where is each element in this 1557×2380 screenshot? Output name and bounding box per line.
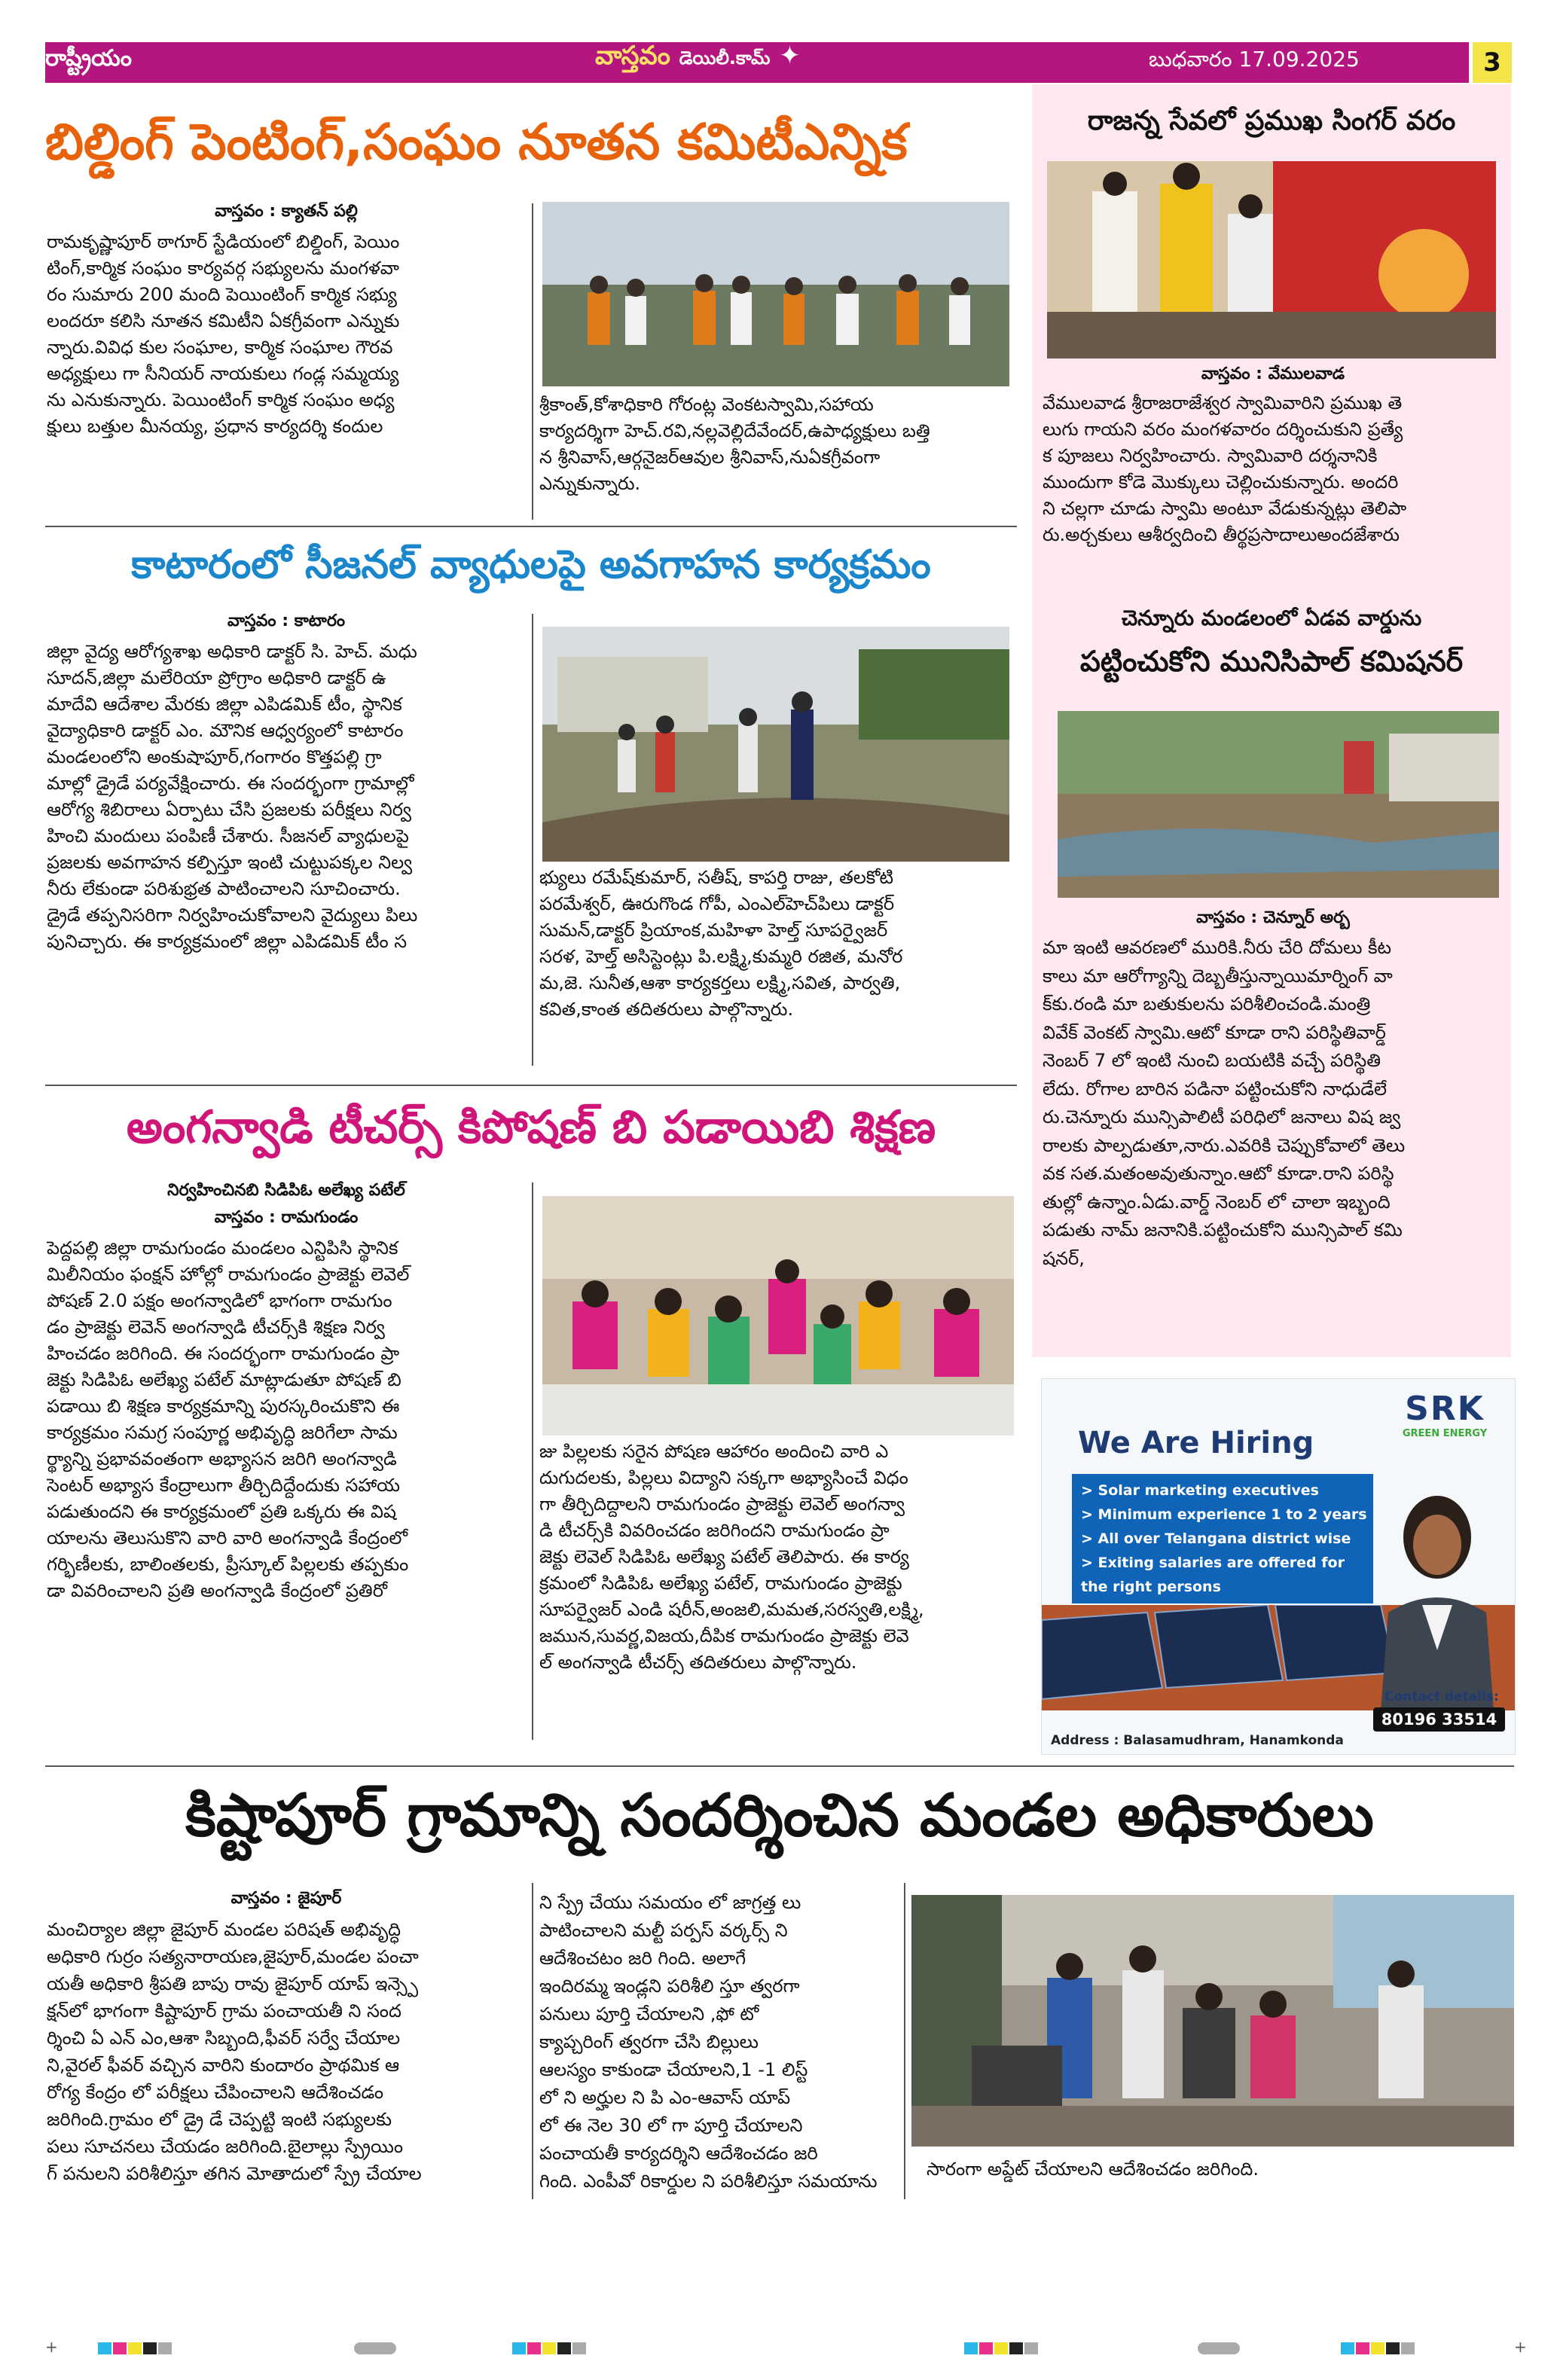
- story3-body-left: [47, 1235, 529, 1612]
- text-line: డా వివరించాలని ప్రతి అంగన్వాడి కేంద్రంలో ప్రతిరో: [47, 1580, 387, 1601]
- column-rule: [532, 614, 533, 1066]
- sidebar-story1-body: [1043, 390, 1508, 601]
- text-line: దుగుదలకు, పిల్లలు విద్యాని సక్కగా అభ్యాసించే విధం: [539, 1467, 908, 1488]
- text-line: వైద్యాధికారి డాక్టర్ ఎం. మౌనిక ఆధ్వర్యంలో కాటారం: [47, 720, 404, 741]
- text-line: యతీ అధికారి శ్రీపతి బాపు రావు జైపూర్ యాప్ ఇన్స్పె: [47, 1973, 419, 1994]
- sidebar-story2-photo: [1058, 711, 1499, 898]
- story1-photo: [542, 202, 1009, 386]
- text-line: కార్యక్రమం సమగ్ర సంపూర్ణ అభివృద్ధి జరిగేలా సామ: [47, 1422, 398, 1443]
- text-line: షనర్,: [1043, 1247, 1085, 1269]
- village-visit-illustration: [542, 627, 1009, 862]
- story-divider: [45, 1765, 1514, 1767]
- text-line: వక సత.మతంఅవుతున్నాం.ఆటో కూడా.రాని పరిస్థి: [1043, 1163, 1394, 1184]
- story4-dateline: వాస్తవం : జైపూర్: [230, 1889, 342, 1908]
- text-line: తుల్లో ఉన్నాం.ఏడు.వార్డ్ నెంబర్ లో చాలా ఇబ్బంది: [1043, 1191, 1391, 1213]
- text-line: ర్శించి ఏ ఎన్ ఎం,ఆశా సిబ్బంది,ఫీవర్ సర్వే చేయాల: [47, 2028, 401, 2049]
- story4-body-mid: [539, 1889, 901, 2198]
- text-line: లుగు గాయని వరం మంగళవారం దర్శించుకుని ప్రత్యే: [1043, 419, 1403, 440]
- story-divider: [45, 526, 1017, 527]
- color-bar: [98, 2342, 173, 2357]
- issue-date: బుధవారం 17.09.2025: [1149, 47, 1360, 72]
- text-line: సుమన్,డాక్టర్ ప్రియాంక,మహిళా హెల్త్ సూపర్వైజర్: [539, 920, 888, 941]
- text-line: ని,వైరల్ ఫీవర్ వచ్చిన వారిని కుందారం ప్రాథమిక ఆ: [47, 2055, 400, 2076]
- ad-item: > Solar marketing executives: [1081, 1482, 1319, 1499]
- text-line: మంచిర్యాల జిల్లా జైపూర్ మండల పరిషత్ అభివృద్ధి: [47, 1919, 401, 1940]
- text-line: అధికారి గుర్రం సత్యనారాయణ,జైపూర్,మండల పంచా: [47, 1946, 419, 1967]
- ad-item: > All over Telangana district wise: [1081, 1530, 1351, 1547]
- text-line: లందరూ కలిసి నూతన కమిటీని ఏకగ్రీవంగా ఎన్నుకు: [47, 310, 400, 331]
- text-line: ప్రజలకు అవగాహన కల్పిస్తూ ఇంటి చుట్టుపక్కల నిల్వ: [47, 852, 413, 873]
- crosshair-icon: +: [45, 2338, 58, 2356]
- text-line: గింది. ఎంపీవో రికార్డుల ని పరిశీలిస్తూ సమయాను: [539, 2171, 878, 2192]
- story1-body-right: [539, 392, 1021, 520]
- text-line: క్షులు బత్తుల మీనయ్య, ప్రధాన కార్యదర్శి కందుల: [47, 416, 383, 437]
- story4-headline: కిష్టాపూర్ గ్రామాన్ని సందర్శించిన మండల అధికారులు: [185, 1782, 1374, 1850]
- officials-inspection-illustration: [911, 1895, 1514, 2147]
- text-line: ని స్ప్రే చేయు సమయం లో జాగ్రత్త లు: [539, 1892, 801, 1913]
- story2-body-left: [47, 639, 529, 1060]
- section-name: రాష్ట్రీయం: [45, 45, 132, 72]
- paper-logo: [595, 41, 801, 77]
- text-line: లేదు. రోగాల బారిన పడినా పట్టించుకోని నాధుడేలే: [1043, 1078, 1388, 1100]
- text-line: ముందుగా కోడె మొక్కులు చెల్లించుకున్నారు. అందరి: [1043, 471, 1399, 493]
- text-line: ఆరోగ్య శిబిరాలు ఏర్పాటు చేసి ప్రజలకు పరీక్షలు నిర్వ: [47, 799, 411, 820]
- column-rule: [532, 203, 533, 520]
- text-line: జెక్టు లెవెల్ సిడిపిఓ అలేఖ్య పటేల్ తెలిపారు. ఈ కార్య: [539, 1546, 909, 1567]
- text-line: ఎన్నుకున్నారు.: [539, 473, 641, 494]
- ad-item: the right persons: [1081, 1579, 1221, 1595]
- story-divider: [45, 1085, 1017, 1086]
- column-rule: [532, 1182, 533, 1740]
- text-line: ఆలస్యం కాకుండా చేయాలని,1 -1 లిస్ట్: [539, 2059, 808, 2080]
- sidebar-story2-kicker: చెన్నూరు మండలంలో ఏడవ వార్డును: [1121, 606, 1422, 630]
- text-line: శ్రీకాంత్,కోశాధికారి గోరంట్ల వెంకటస్వామి,సహాయ: [539, 394, 874, 415]
- text-line: పనులు పూర్తి చేయాలని ,ఫో టో: [539, 2003, 759, 2025]
- text-line: డ్రైడే తప్పనిసరిగా నిర్వహించుకోవాలని వైద్యులు పిలు: [47, 905, 418, 926]
- text-line: క్రమంలో సిడిపిఓ అలేఖ్య పటేల్, రామగుండం ప్రాజెక్టు: [539, 1573, 902, 1594]
- text-line: లో ని అర్హుల ని పి ఎం-ఆవాస్ యాప్: [539, 2087, 791, 2108]
- paper-suffix: డెయిలీ.కామ్: [679, 47, 771, 69]
- story2-dateline: వాస్తవం : కాటారం: [227, 612, 346, 630]
- text-line: కాలు మా ఆరోగ్యాన్ని దెబ్బతీస్తున్నాయిమార్నింగ్ వా: [1043, 965, 1393, 987]
- text-line: న శ్రీనివాస్,ఆర్గనైజర్ఆవుల శ్రీనివాస్,నుఏకగ్రీవంగా: [539, 447, 881, 468]
- text-line: రామకృష్ణాపూర్ ఠాగూర్ స్టేడియంలో బిల్డింగ్, పెయిం: [47, 231, 400, 252]
- text-line: ఆదేశించటం జరి గింది. అలాగే: [539, 1948, 746, 1969]
- story1-dateline: వాస్తవం : క్యాతన్ పల్లి: [215, 202, 358, 221]
- story3-subhead: నిర్వహించినబి సిడిపిఓ అలేఖ్య పటేల్: [167, 1181, 405, 1200]
- text-line: గర్భిణీలకు, బాలింతలకు, ప్రీస్కూల్ పిల్లలకు తప్పకుం: [47, 1554, 409, 1575]
- model-photo-illustration: [1373, 1492, 1501, 1710]
- column-rule: [904, 1883, 905, 2199]
- story1-headline: బిల్డింగ్ పెంటింగ్,సంఘం నూతన కమిటీఎన్నిక: [45, 113, 908, 171]
- temple-visit-illustration: [1047, 161, 1496, 359]
- text-line: జమున,సువర్ణ,విజయ,దీపిక రామగుండం ప్రాజెక్టు లెవె: [539, 1625, 909, 1646]
- color-bar: [512, 2342, 588, 2357]
- text-line: రు.చెన్నూరు మున్సిపాలిటీ పరిధిలో జనాలు విష జ్వ: [1043, 1106, 1401, 1127]
- text-line: అధ్యక్షులు గా సీనియర్ నాయకులు గండ్ల సమ్మయ్య: [47, 363, 399, 384]
- color-bar: [964, 2342, 1040, 2357]
- text-line: మా ఇంటి ఆవరణలో మురికి.నీరు చేరి దోమలు కీట: [1043, 937, 1392, 958]
- text-line: పెద్దపల్లి జిల్లా రామగుండం మండలం ఎన్టిపిసి స్థానిక: [47, 1237, 398, 1259]
- text-line: పంచాయతీ కార్యదర్శిని ఆదేశించడం జరి: [539, 2143, 818, 2164]
- text-line: పరమేశ్వర్, ఊరుగొండ గోపీ, ఎంఎల్‌హెచ్‌పిలు డాక్టర్: [539, 893, 895, 914]
- text-line: జు పిల్లలకు సరైన పోషణ ఆహారం అందించి వారి ఎ: [539, 1441, 889, 1462]
- text-line: భ్యులు రమేష్‌కుమార్, సతీష్, కాపర్తి రాజు, తలకోటి: [539, 867, 894, 888]
- text-line: మాల్లో డ్రైడే పర్యవేక్షించారు. ఈ సందర్భంగా గ్రామాల్లో: [47, 773, 414, 794]
- sidebar-story2-dateline: వాస్తవం : చెన్నూర్ అర్బ: [1196, 908, 1350, 927]
- text-line: జరిగింది.గ్రామం లో డ్రై డే చెప్పట్టి ఇంటి సభ్యులకు: [47, 2109, 392, 2130]
- text-line: ను ఎనుకున్నారు. పెయింటింగ్ కార్మిక సంఘం అధ్య: [47, 389, 395, 410]
- ad-brand: [1388, 1390, 1501, 1439]
- text-line: క్యాప్చరింగ్ త్వరగా చేసి బిల్లులు: [539, 2031, 759, 2052]
- text-line: డం ప్రాజెక్టు లెవెన్ అంగన్వాడి టీచర్స్‌కి శిక్షణ నిర్వ: [47, 1317, 385, 1338]
- text-line: లో ఈ నెల 30 లో గా పూర్తి చేయాలని: [539, 2115, 803, 2136]
- story3-dateline: వాస్తవం : రామగుండం: [214, 1208, 359, 1227]
- text-line: హించి మందులు పంపిణీ చేశారు. సీజనల్ వ్యాధులపై: [47, 825, 409, 847]
- text-line: రాలకు పాల్పడుతూ,నారు.ఎవరికి చెప్పుకోవాలో తెలు: [1043, 1134, 1406, 1156]
- page-number: 3: [1473, 42, 1512, 83]
- text-line: జెక్టు సిడిపిఓ అలేఖ్య పటేల్ మాట్లాడుతూ పోషణ్ బి: [47, 1369, 401, 1390]
- story4-caption: సారంగా అప్డేట్ చేయాలని ఆదేశించడం జరిగింది.: [927, 2159, 1259, 2180]
- ad-contact-label: Contact details:: [1385, 1689, 1499, 1704]
- story1-body-left: [47, 229, 529, 523]
- text-line: రు.అర్చకులు ఆశీర్వదించి తీర్థప్రసాదాలుఅందజేశారు: [1043, 524, 1400, 545]
- bird-icon: ✦: [779, 41, 801, 71]
- text-line: సరళ, హెల్త్ అసిస్టెంట్లు పి.లక్ష్మి,కుమ్మరి రజిత, మనోర: [539, 946, 903, 967]
- text-line: సూదన్,జిల్లా మలేరియా ప్రోగ్రాం అధికారి డాక్టర్ ఉ: [47, 667, 386, 688]
- text-line: పలు సూచనలు చేయడం జరిగింది.బైలాల్లు స్ప్రేయిం: [47, 2136, 404, 2157]
- text-line: క్‌కు.రండి మా బతుకులను పరిశీలించండి.మంత్రి: [1043, 993, 1371, 1015]
- sidebar-story1-dateline: వాస్తవం : వేములవాడ: [1201, 365, 1345, 383]
- color-bar: [1341, 2342, 1416, 2357]
- text-line: ని చల్లగా చూడు స్వామి అంటూ వేడుకున్నట్లు తెలిపా: [1043, 498, 1407, 519]
- text-line: ఇందిరమ్మ ఇండ్లని పరిశీలి స్తూ త్వరగా: [539, 1976, 800, 1997]
- text-line: కార్యదర్శిగా హెచ్.రవి,నల్లవెల్లిదేవేందర్,ఉపాధ్యక్షులు బత్తి: [539, 420, 930, 441]
- text-line: జిల్లా వైద్య ఆరోగ్యశాఖ అధికారి డాక్టర్ సి. హెచ్. మధు: [47, 641, 417, 662]
- text-line: మాదేవి ఆదేశాల మేరకు జిల్లా ఎపిడమిక్ టీం, స్థానిక: [47, 694, 402, 715]
- paper-name: వాస్తవం: [595, 41, 670, 71]
- story4-photo: [911, 1895, 1514, 2147]
- text-line: హించడం జరిగింది. ఈ సందర్భంగా రామగుండం ప్రా: [47, 1343, 400, 1364]
- story2-body-right: [539, 865, 1021, 1060]
- text-line: టింగ్,కార్మిక సంఘం కార్యవర్గ సభ్యులను మంగళవా: [47, 258, 399, 279]
- sidebar-story1-headline: రాజన్న సేవలో ప్రముఖ సింగర్ వరం: [1087, 105, 1456, 136]
- text-line: పోషణ్ 2.0 పక్షం అంగన్వాడిలో భాగంగా రామగుం: [47, 1290, 392, 1311]
- text-line: వేములవాడ శ్రీరాజరాజేశ్వర స్వామివారిని ప్రముఖ తె: [1043, 392, 1403, 413]
- story3-body-right: [539, 1439, 1021, 1687]
- text-line: నెంబర్ 7 లో ఇంటి నుంచి బయటికి వచ్చే పరిస్థితి: [1043, 1050, 1381, 1071]
- sidebar-story2-headline: పట్టించుకోని మునిసిపాల్ కమిషనర్: [1079, 645, 1464, 678]
- text-line: యాలను తెలుసుకొని వారి వారి అంగన్వాడి కేంద్రంలో: [47, 1527, 408, 1549]
- ad-brand-sub: GREEN ENERGY: [1402, 1428, 1488, 1439]
- story3-photo: [542, 1196, 1014, 1436]
- ad-item: > Minimum experience 1 to 2 years: [1081, 1506, 1367, 1523]
- hiring-advertisement: [1041, 1378, 1516, 1755]
- group-photo-illustration: [542, 202, 1009, 386]
- text-line: మండలంలోని అంకుషాపూర్,గంగారం కొత్తపల్లి గ్రా: [47, 746, 382, 767]
- story4-body-left: [47, 1916, 529, 2195]
- text-line: సెంటర్ అభ్యాస కేంద్రాలుగా తీర్చిదిద్దేందుకు సహాయ: [47, 1475, 401, 1496]
- story2-headline: కాటారంలో సీజనల్ వ్యాధులపై అవగాహన కార్యక్రమం: [131, 542, 931, 587]
- story2-photo: [542, 627, 1009, 862]
- text-line: నీరు లేకుండా పరిశుభ్రత పాటించాలని సూచించారు.: [47, 878, 401, 899]
- text-line: రోగ్య కేంద్రం లో పరీక్షలు చేపించాలని ఆదేశించడం: [47, 2082, 384, 2103]
- text-line: గా తీర్చిదిద్దాలని రామగుండం ప్రాజెక్టు లెవెల్ అంగన్వా: [539, 1494, 905, 1515]
- text-line: న్నారు.వివిధ కుల సంఘాల, కార్మిక సంఘాల గౌరవ: [47, 337, 393, 358]
- text-line: పునిచ్చారు. ఈ కార్యక్రమంలో జిల్లా ఎపిడమిక్ టీం స: [47, 931, 408, 952]
- story3-headline: అంగన్వాడి టీచర్స్ కిపోషణ్ బి పడాయిబి శిక్షణ: [126, 1101, 936, 1154]
- ad-brand-name: SRK: [1405, 1390, 1485, 1428]
- text-line: ర్థ్యాన్ని ప్రభావవంతంగా అభ్యాసన జరిగి అంగన్వాడి: [47, 1448, 397, 1469]
- text-line: సూపర్వైజర్ ఎండి షరీన్,అంజలి,మమత,సరస్వతి,లక్ష్మి,: [539, 1599, 924, 1620]
- sidebar-story2-body: [1043, 934, 1508, 1356]
- ad-requirements-list: [1072, 1474, 1373, 1603]
- text-line: మిలీనియం ఫంక్షన్ హోల్లో రామగుండం ప్రాజెక్టు లెవెల్: [47, 1264, 410, 1285]
- training-session-illustration: [542, 1196, 1014, 1436]
- waterlogged-street-illustration: [1058, 711, 1499, 898]
- print-registration-marks: [0, 2335, 1557, 2365]
- text-line: పడుతుందని ఈ కార్యక్రమంలో ప్రతి ఒక్కరు ఈ విష: [47, 1501, 396, 1522]
- text-line: ల్ అంగన్వాడి టీచర్స్ తదితరులు పాల్గొన్నారు.: [539, 1652, 857, 1673]
- text-line: పడుతు నామ్ జనానికి.పట్టించుకోని మున్సిపాల్ కమి: [1043, 1219, 1403, 1240]
- gray-bar: [1198, 2342, 1240, 2354]
- text-line: గ్ పనులని పరిశీలిస్తూ తగిన మోతాదులో స్ప్రే చేయాల: [47, 2163, 422, 2184]
- column-rule: [532, 1883, 533, 2199]
- text-line: డి టీచర్స్‌కి వివరించడం జరిగిందని రామగుండం ప్రా: [539, 1520, 890, 1541]
- ad-phone: 80196 33514: [1373, 1707, 1505, 1732]
- text-line: మ,జె. సునీత,ఆశా కార్యకర్తలు లక్ష్మి,సవిత, పార్వతి,: [539, 972, 901, 993]
- text-line: పడాయి బి శిక్షణ కార్యక్రమాన్ని పురస్కరించుకొని ఈ: [47, 1396, 400, 1417]
- text-line: రం సుమారు 200 మంది పెయింటింగ్ కార్మిక సభ్యు: [47, 284, 397, 305]
- text-line: క పూజలు నిర్వహించారు. స్వామివారి దర్శనానికి: [1043, 445, 1378, 466]
- ad-item: > Exiting salaries are offered for: [1081, 1555, 1345, 1571]
- text-line: పాటించాలని మల్టీ పర్పస్ వర్కర్స్ ని: [539, 1920, 788, 1941]
- ad-title: We Are Hiring: [1078, 1426, 1314, 1460]
- sidebar-story1-photo: [1047, 161, 1496, 359]
- ad-address: Address : Balasamudhram, Hanamkonda: [1051, 1733, 1344, 1748]
- text-line: క్షన్‌లో భాగంగా కిష్టాపూర్ గ్రామ పంచాయతీ ని సంద: [47, 2000, 401, 2021]
- crosshair-icon: +: [1514, 2338, 1527, 2356]
- text-line: వివేక్ వెంకట్ స్వామి.ఆటో కూడా రాని పరిస్థితివార్డ్: [1043, 1021, 1386, 1043]
- text-line: కవిత,కాంత తదితరులు పాల్గొన్నారు.: [539, 999, 794, 1020]
- gray-bar: [354, 2342, 396, 2354]
